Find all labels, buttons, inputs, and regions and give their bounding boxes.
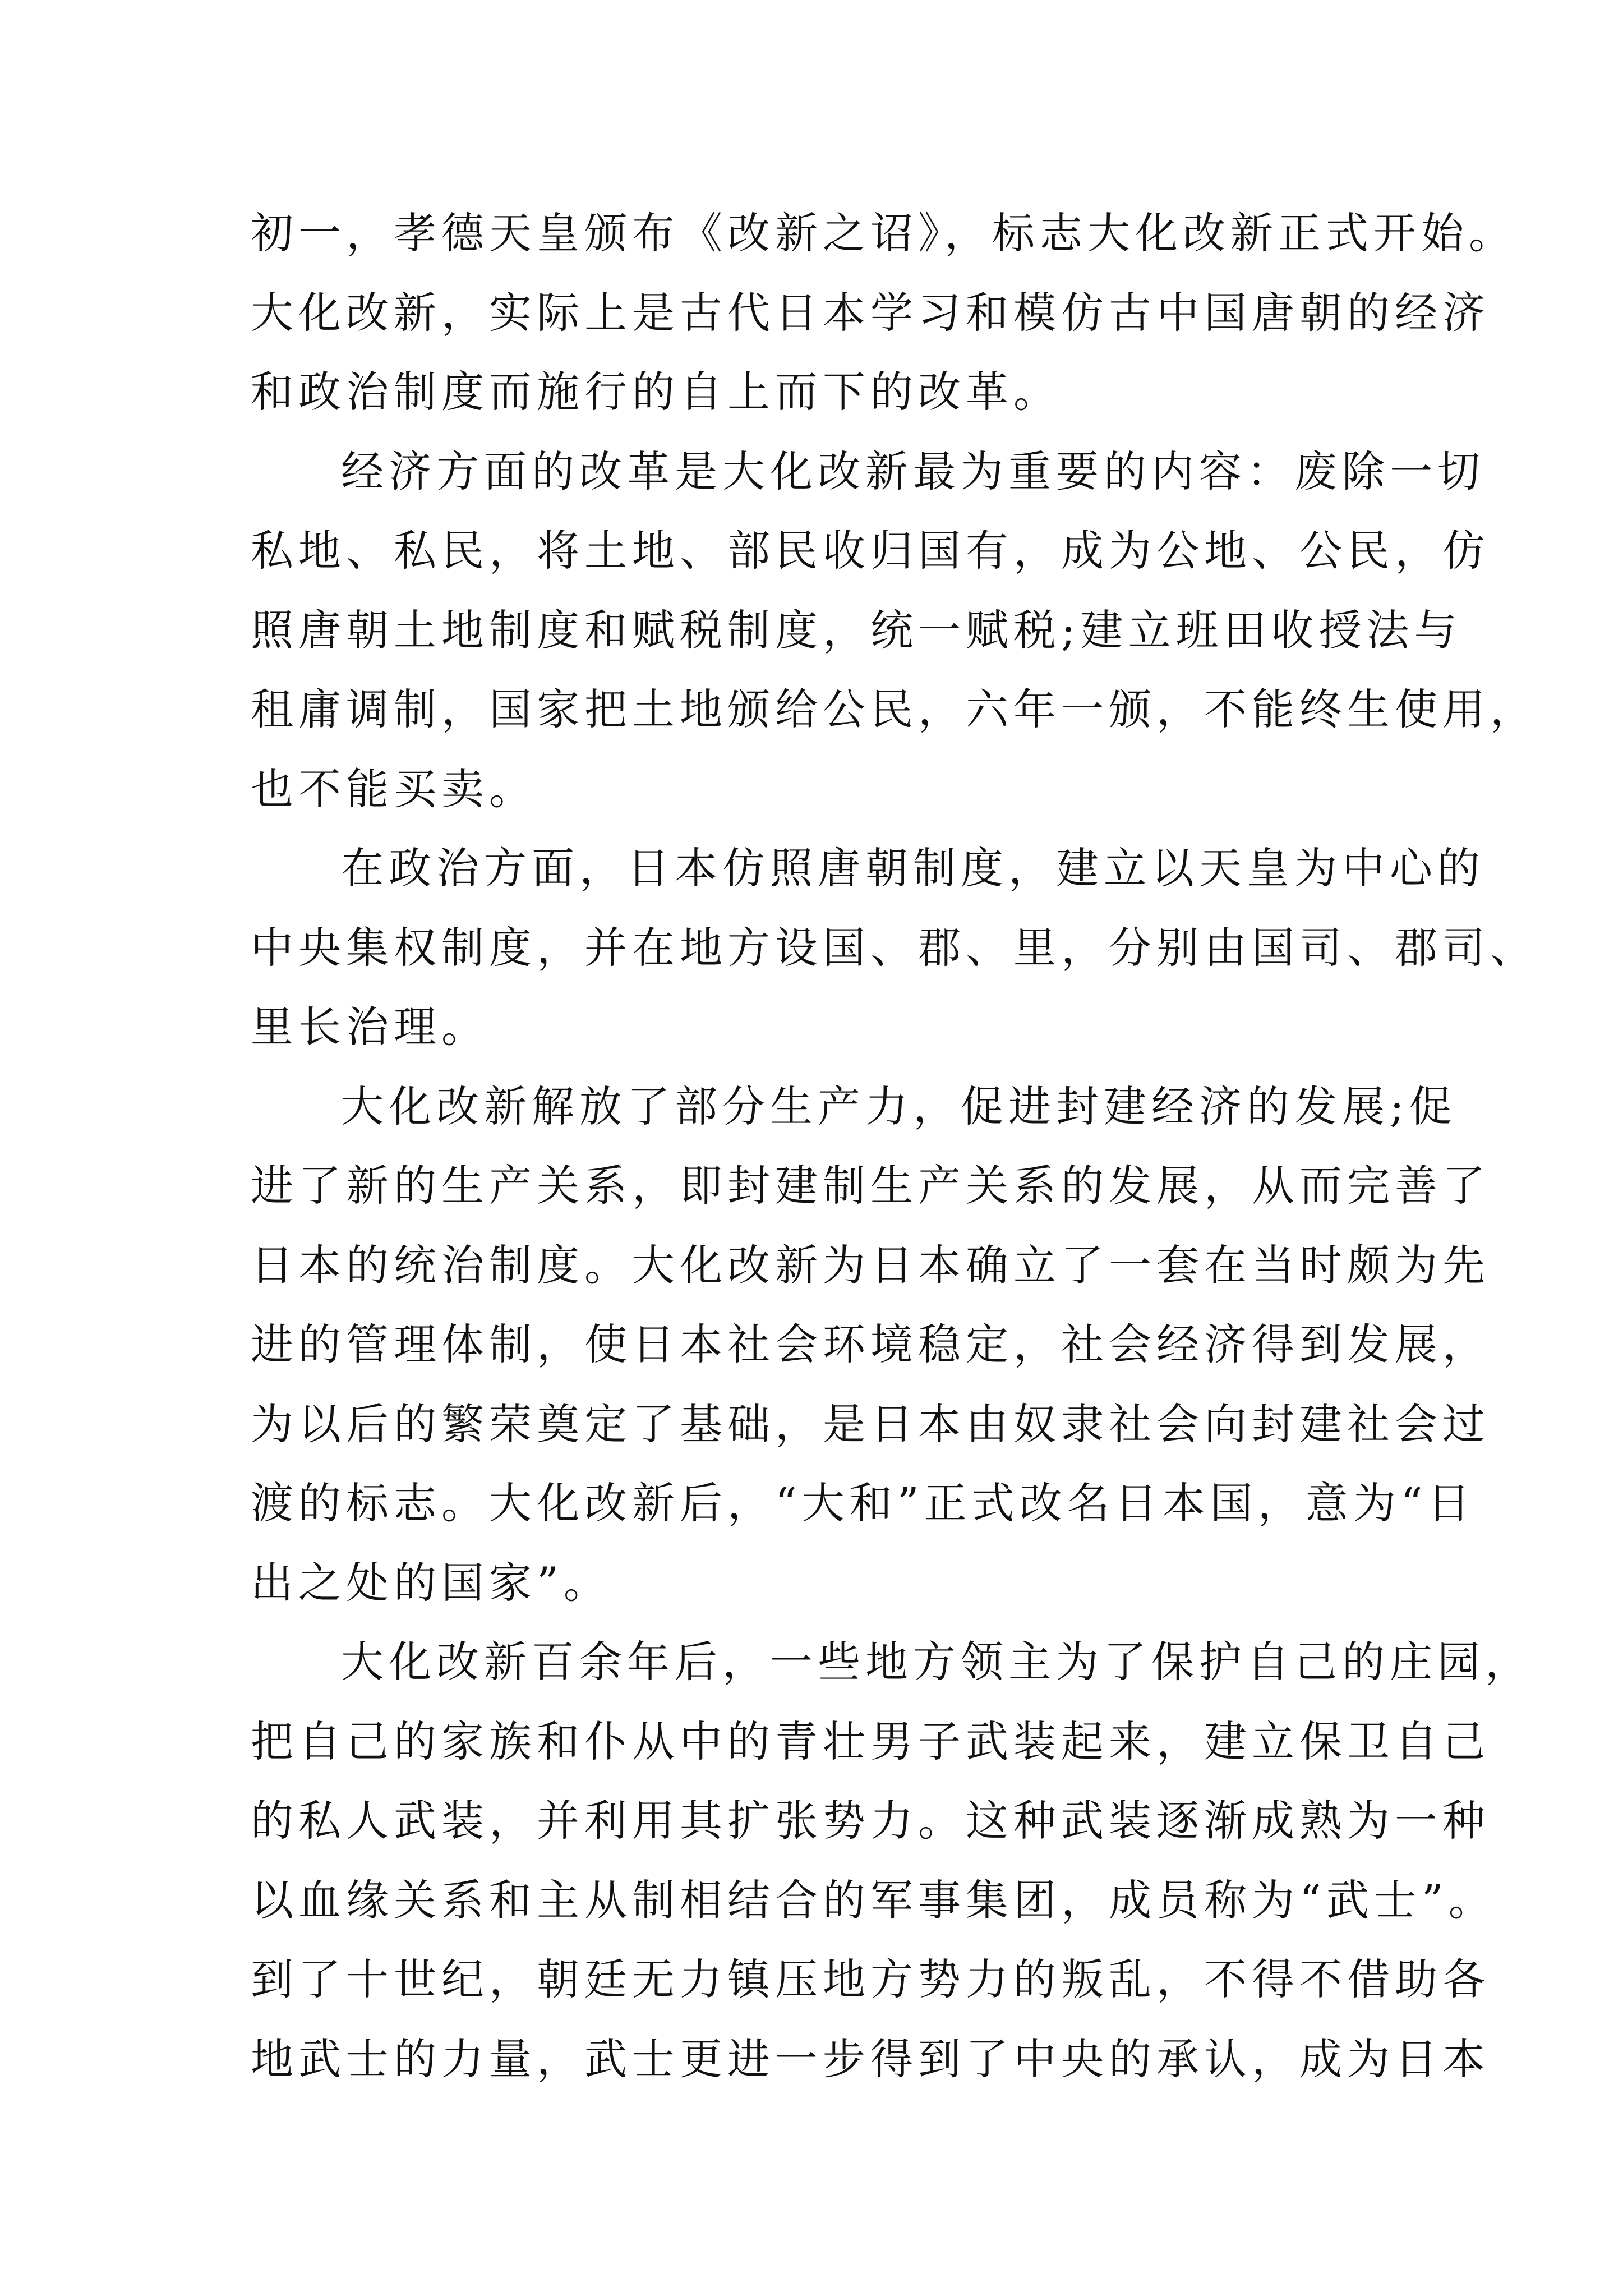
text-line: 进的管理体制，使日本社会环境稳定，社会经济得到发展， bbox=[251, 1319, 1490, 1369]
text-line: 为以后的繁荣奠定了基础，是日本由奴隶社会向封建社会过 bbox=[251, 1398, 1490, 1449]
text-line: 以血缘关系和主从制相结合的军事集团，成员称为“武士”。 bbox=[251, 1875, 1496, 1925]
paragraph-first-line: 经济方面的改革是大化改新最为重要的内容：废除一切 bbox=[341, 446, 1485, 496]
text-line: 私地、私民，将土地、部民收归国有，成为公地、公民，仿 bbox=[251, 526, 1490, 576]
text-line: 中央集权制度，并在地方设国、郡、里，分别由国司、郡司、 bbox=[251, 922, 1538, 973]
text-line: 照唐朝土地制度和赋税制度，统一赋税;建立班田收授法与 bbox=[251, 605, 1462, 655]
text-line: 地武士的力量，武士更进一步得到了中央的承认，成为日本 bbox=[251, 2033, 1490, 2084]
text-line: 里长治理。 bbox=[251, 1002, 489, 1052]
text-line: 出之处的国家”。 bbox=[251, 1557, 611, 1608]
text-line: 租庸调制，国家把土地颁给公民，六年一颁，不能终生使用， bbox=[251, 684, 1538, 734]
text-line: 渡的标志。大化改新后，“大和”正式改名日本国，意为“日 bbox=[251, 1478, 1476, 1528]
text-line: 大化改新，实际上是古代日本学习和模仿古中国唐朝的经济 bbox=[251, 287, 1490, 338]
text-line: 初一，孝德天皇颁布《改新之诏》，标志大化改新正式开始。 bbox=[251, 208, 1516, 258]
text-line: 和政治制度而施行的自上而下的改革。 bbox=[251, 367, 1061, 417]
text-line: 也不能买卖。 bbox=[251, 763, 537, 814]
text-line: 把自己的家族和仆从中的青壮男子武装起来，建立保卫自己 bbox=[251, 1716, 1490, 1766]
text-line: 日本的统治制度。大化改新为日本确立了一套在当时颇为先 bbox=[251, 1240, 1490, 1290]
text-line: 到了十世纪，朝廷无力镇压地方势力的叛乱，不得不借助各 bbox=[251, 1954, 1490, 2004]
text-line: 进了新的生产关系，即封建制生产关系的发展，从而完善了 bbox=[251, 1161, 1490, 1211]
paragraph-first-line: 大化改新百余年后，一些地方领主为了保护自己的庄园， bbox=[341, 1637, 1533, 1687]
paragraph-first-line: 在政治方面，日本仿照唐朝制度，建立以天皇为中心的 bbox=[341, 843, 1485, 893]
body-text bbox=[251, 194, 1538, 2099]
paragraph-first-line: 大化改新解放了部分生产力，促进封建经济的发展;促 bbox=[341, 1081, 1457, 1131]
text-line: 的私人武装，并利用其扩张势力。这种武装逐渐成熟为一种 bbox=[251, 1796, 1490, 1846]
